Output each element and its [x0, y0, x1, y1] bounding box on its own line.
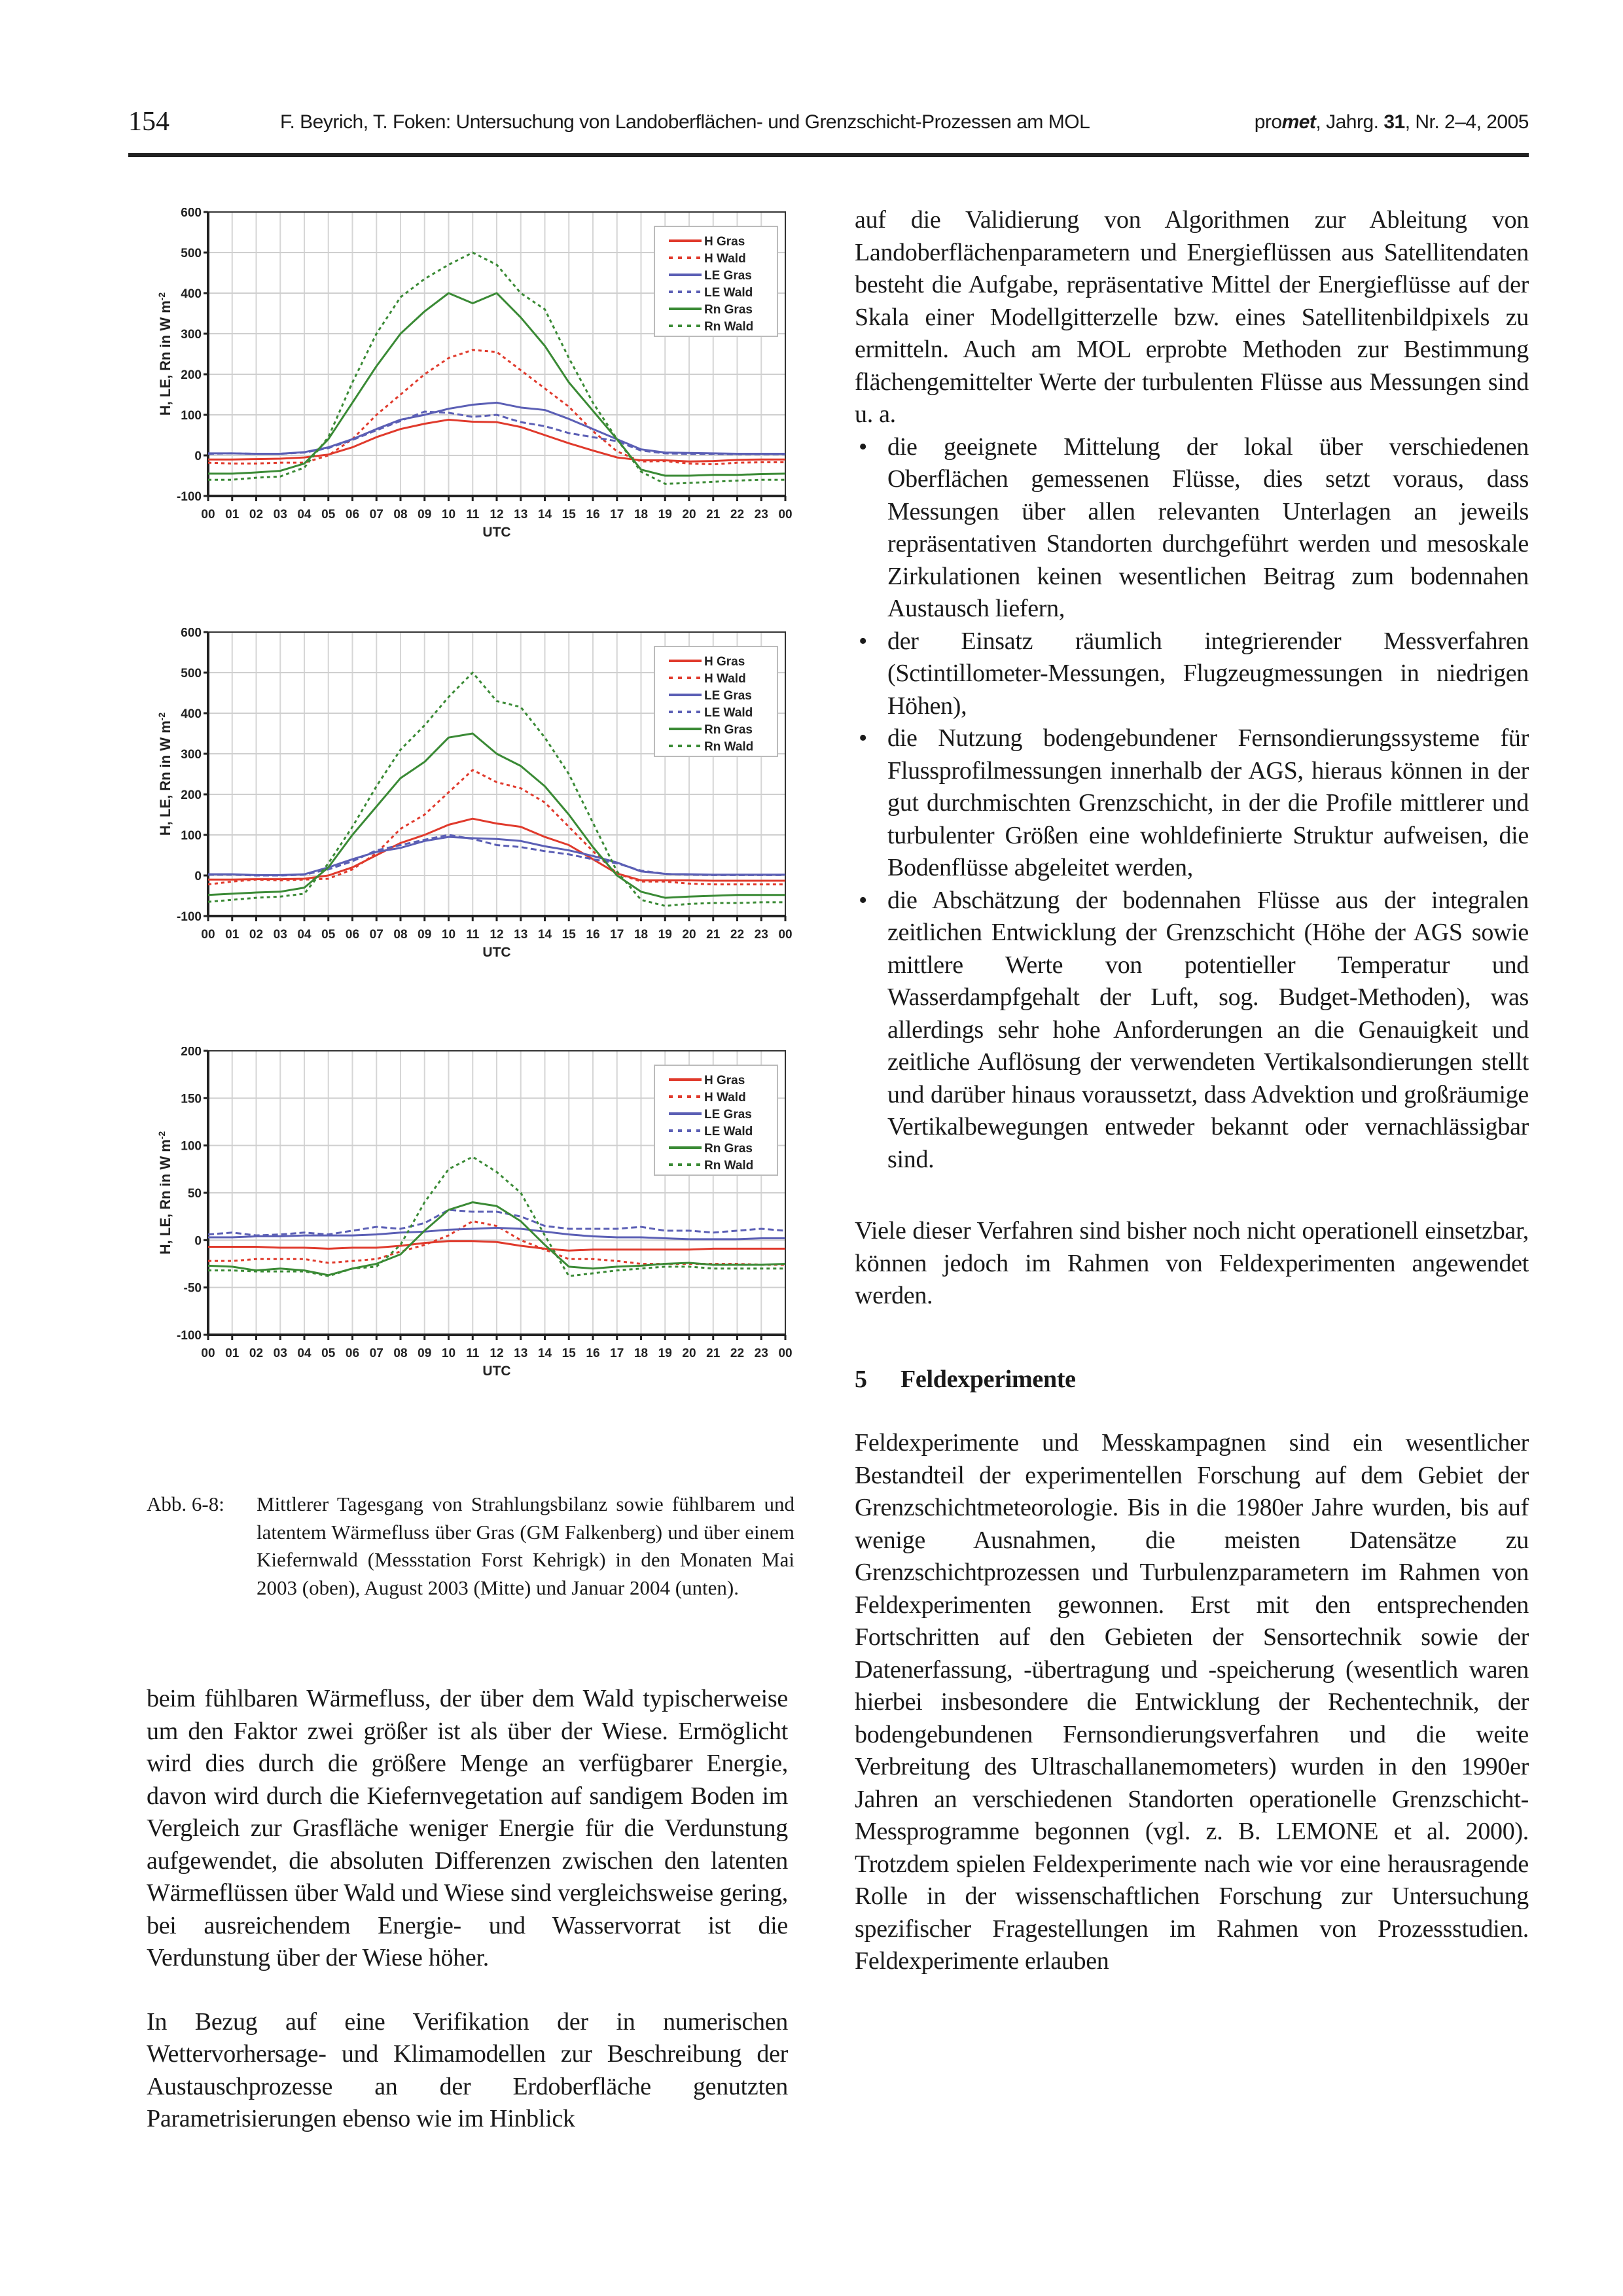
figure-label: Abb. 6-8:: [147, 1492, 224, 1515]
svg-text:16: 16: [586, 1347, 600, 1360]
figure-caption: [147, 1491, 794, 1602]
running-title: F. Beyrich, T. Foken: Untersuchung von Landoberflächen- und Grenzschicht-Prozessen am MOL: [280, 111, 1090, 133]
bullet-item: • die geeignete Mittelung der lokal über verschiedenen Oberflächen gemessenen Flüsse, dies setzt voraus, dass Messungen über allen relevanten Unterlagen an jeweils repräsentativen Standorten durchgeführt werden und mesoskale Zirkulationen keinen wesentlichen Beitrag zum bodennahen Austausch liefern,: [855, 431, 1529, 626]
svg-text:14: 14: [537, 928, 552, 942]
bullet-item: • die Abschätzung der bodennahen Flüsse aus der integralen zeitlichen Entwicklung der Grenzschicht (Höhe der AGS sowie mittlere Werte von potentieller Temperatur und Wasserdampfgehalt der Luft, sog. Budget-Methoden), was allerdings sehr hohe Anforderungen an die Genauigkeit und zeitliche Auflösung der verwendeten Vertikalsondierungen stellt und darüber hinaus voraussetzt, dass Advektion und großräumige Vertikalbewegungen entweder bekannt oder vernachlässigbar sind.: [855, 885, 1529, 1176]
svg-text:23: 23: [754, 928, 768, 942]
svg-text:11: 11: [466, 1347, 480, 1360]
svg-text:04: 04: [297, 1347, 312, 1360]
svg-text:10: 10: [441, 508, 456, 521]
svg-text:-100: -100: [176, 490, 202, 504]
svg-text:LE Gras: LE Gras: [704, 269, 752, 283]
svg-text:200: 200: [181, 788, 202, 802]
svg-text:21: 21: [706, 1347, 721, 1360]
svg-text:0: 0: [194, 870, 202, 883]
svg-text:16: 16: [586, 928, 600, 942]
svg-text:18: 18: [633, 1347, 649, 1360]
svg-text:17: 17: [610, 928, 624, 942]
svg-text:20: 20: [682, 1347, 696, 1360]
svg-text:200: 200: [181, 1047, 202, 1059]
chart-mai-2003: [151, 208, 798, 574]
svg-text:03: 03: [273, 1347, 287, 1360]
svg-text:00: 00: [778, 508, 793, 521]
svg-text:07: 07: [369, 1347, 383, 1360]
svg-text:H, LE, Rn in W m-2: H, LE, Rn in W $m^{-2}$: [156, 292, 173, 416]
svg-text:15: 15: [562, 928, 576, 942]
svg-text:150: 150: [181, 1092, 202, 1106]
svg-text:600: 600: [181, 208, 202, 220]
bullet-item: • der Einsatz räumlich integrierender Messverfahren (Sctintillometer-Messungen, Flugzeugmessungen in niedrigen Höhen),: [855, 626, 1529, 723]
header-rule: [128, 153, 1529, 157]
svg-text:22: 22: [730, 928, 745, 942]
page-number: 154: [128, 107, 169, 137]
svg-text:15: 15: [562, 508, 576, 521]
svg-text:05: 05: [321, 928, 336, 942]
svg-text:10: 10: [441, 928, 456, 942]
svg-text:LE Wald: LE Wald: [704, 286, 753, 300]
svg-text:19: 19: [658, 928, 672, 942]
svg-text:01: 01: [225, 1347, 240, 1360]
journal-issue: , Nr. 2–4, 2005: [1404, 111, 1529, 133]
svg-text:02: 02: [249, 508, 264, 521]
bullet-list: [855, 431, 1529, 1176]
svg-text:50: 50: [187, 1187, 202, 1201]
svg-text:08: 08: [393, 1347, 408, 1360]
svg-text:Rn Gras: Rn Gras: [704, 723, 753, 737]
svg-text:300: 300: [181, 748, 202, 762]
svg-text:06: 06: [345, 928, 360, 942]
svg-text:300: 300: [181, 328, 202, 342]
right-column: [855, 204, 1529, 1978]
page-header: [128, 98, 1529, 157]
svg-text:500: 500: [181, 247, 202, 260]
svg-text:21: 21: [706, 508, 721, 521]
svg-text:LE Gras: LE Gras: [704, 1108, 752, 1122]
svg-text:H Wald: H Wald: [704, 1091, 746, 1104]
svg-text:13: 13: [514, 928, 528, 942]
svg-text:00: 00: [201, 508, 215, 521]
svg-text:LE Gras: LE Gras: [704, 689, 752, 703]
svg-text:17: 17: [610, 1347, 624, 1360]
svg-text:18: 18: [633, 928, 649, 942]
svg-text:100: 100: [181, 1139, 202, 1154]
svg-text:Rn Wald: Rn Wald: [704, 740, 754, 754]
figure-caption-text: Mittlerer Tagesgang von Strahlungsbilanz sowie fühlbarem und latentem Wärmefluss über Gras (GM Falkenberg) und über einem Kiefernwald (Messstation Forst Kehrigk) in den Monaten Mai 2003 (oben), August 2003 (Mitte) und Januar 2004 (unten).: [257, 1492, 794, 1599]
svg-text:04: 04: [297, 928, 312, 942]
svg-text:500: 500: [181, 667, 202, 680]
svg-text:Rn Wald: Rn Wald: [704, 1159, 754, 1173]
svg-text:19: 19: [658, 1347, 672, 1360]
svg-text:12: 12: [490, 928, 504, 942]
svg-text:-100: -100: [176, 910, 202, 924]
svg-text:08: 08: [393, 508, 408, 521]
svg-text:00: 00: [201, 928, 215, 942]
svg-text:09: 09: [418, 928, 432, 942]
svg-text:H Gras: H Gras: [704, 235, 745, 249]
svg-text:11: 11: [466, 928, 480, 942]
svg-text:02: 02: [249, 1347, 264, 1360]
chart-svg: [151, 208, 798, 574]
svg-text:UTC: UTC: [482, 1364, 511, 1379]
chart-svg: [151, 1047, 798, 1413]
svg-text:02: 02: [249, 928, 264, 942]
journal-volume: 31: [1383, 111, 1405, 133]
svg-text:Rn Gras: Rn Gras: [704, 1142, 753, 1156]
svg-text:00: 00: [778, 928, 793, 942]
journal-italic: met: [1281, 111, 1316, 133]
svg-text:H, LE, Rn in W m-2: H, LE, Rn in W $m^{-2}$: [156, 1131, 173, 1255]
section-title: Feldexperimente: [901, 1365, 1076, 1393]
svg-text:05: 05: [321, 508, 336, 521]
svg-text:100: 100: [181, 829, 202, 843]
svg-text:03: 03: [273, 928, 287, 942]
bullet-item: • die Nutzung bodengebundener Fernsondierungssysteme für Flussprofilmessungen innerhalb der AGS, hieraus können in der gut durchmischten Grenzschicht, in der die Profile mittlerer und turbulenter Größen eine wohldefinierte Struktur aufweisen, die Bodenflüsse abgeleitet werden,: [855, 722, 1529, 885]
svg-text:04: 04: [297, 508, 312, 521]
svg-text:16: 16: [586, 508, 600, 521]
svg-text:0: 0: [194, 1234, 202, 1248]
svg-text:11: 11: [466, 508, 480, 521]
section-number: 5: [855, 1365, 867, 1393]
svg-text:03: 03: [273, 508, 287, 521]
svg-text:-100: -100: [176, 1329, 202, 1343]
svg-text:23: 23: [754, 1347, 768, 1360]
svg-text:10: 10: [441, 1347, 456, 1360]
svg-text:19: 19: [658, 508, 672, 521]
svg-text:20: 20: [682, 508, 696, 521]
journal-prefix: pro: [1254, 111, 1282, 133]
chart-svg: [151, 628, 798, 995]
svg-text:21: 21: [706, 928, 721, 942]
svg-text:08: 08: [393, 928, 408, 942]
svg-text:01: 01: [225, 508, 240, 521]
svg-text:Rn Wald: Rn Wald: [704, 320, 754, 334]
svg-text:100: 100: [181, 409, 202, 423]
chart-januar-2004: [151, 1047, 798, 1413]
svg-text:H Wald: H Wald: [704, 252, 746, 266]
chart-august-2003: [151, 628, 798, 995]
paragraph: auf die Validierung von Algorithmen zur Ableitung von Landoberflächenparametern und Energieflüssen aus Satellitendaten besteht die Aufgabe, repräsentative Mittel der Energieflüsse auf der Skala einer Modellgitterzelle bzw. eines Satellitenbildpixels zu ermitteln. Auch am MOL erprobte Methoden zur Bestimmung flächengemittelter Werte der turbulenten Flüsse aus Messungen sind u. a.: [855, 206, 1529, 428]
svg-text:UTC: UTC: [482, 525, 511, 540]
journal-rest: , Jahrg.: [1315, 111, 1384, 133]
svg-text:H Gras: H Gras: [704, 655, 745, 669]
svg-text:14: 14: [537, 508, 552, 521]
svg-text:UTC: UTC: [482, 945, 511, 960]
svg-text:LE Wald: LE Wald: [704, 1125, 753, 1139]
svg-text:06: 06: [345, 1347, 360, 1360]
svg-text:H Gras: H Gras: [704, 1074, 745, 1087]
svg-text:17: 17: [610, 508, 624, 521]
svg-text:12: 12: [490, 508, 504, 521]
svg-text:13: 13: [514, 1347, 528, 1360]
svg-text:Rn Gras: Rn Gras: [704, 303, 753, 317]
svg-text:200: 200: [181, 368, 202, 382]
svg-text:22: 22: [730, 1347, 745, 1360]
svg-text:H, LE, Rn in W m-2: H, LE, Rn in W $m^{-2}$: [156, 712, 173, 836]
svg-text:23: 23: [754, 508, 768, 521]
svg-text:09: 09: [418, 508, 432, 521]
left-column: [147, 1683, 788, 2136]
svg-text:05: 05: [321, 1347, 336, 1360]
svg-text:07: 07: [369, 928, 383, 942]
svg-text:20: 20: [682, 928, 696, 942]
paragraph: Feldexperimente und Messkampagnen sind ein wesentlicher Bestandteil der experimentellen Forschung auf dem Gebiet der Grenzschichtmeteorologie. Bis in die 1980er Jahre wurden, bis auf wenige Ausnahmen, die meisten Datensätze zu Grenzschichtprozessen und Turbulenzparametern im Rahmen von Feldexperimenten gewonnen. Erst mit den entsprechenden Fortschritten auf den Gebieten der Sensortechnik sowie der Datenerfassung, -übertragung und -speicherung (wesentlich waren hierbei insbesondere die Entwicklung der Rechentechnik, der bodengebundenen Fernsondierungsverfahren und die weite Verbreitung des Ultraschallanemometers) wurden in den 1990er Jahren an verschiedenen Standorten operationelle Grenzschicht-Messprogramme begonnen (vgl. z. B. LEMONE et al. 2000). Trotzdem spielen Feldexperimente nach wie vor eine herausragende Rolle in der wissenschaftlichen Forschung zur Untersuchung spezifischer Fragestellungen im Rahmen von Prozessstudien. Feldexperimente erlauben: [855, 1429, 1529, 1975]
section-heading: [855, 1364, 1529, 1396]
svg-text:400: 400: [181, 707, 202, 721]
svg-text:-50: -50: [183, 1281, 202, 1296]
paragraph: In Bezug auf eine Verifikation der in numerischen Wettervorhersage- und Klimamodellen zur Beschreibung der Austauschprozesse an der Erdoberfläche genutzten Parametrisierungen ebenso wie im Hinblick: [147, 2007, 788, 2132]
svg-text:15: 15: [562, 1347, 576, 1360]
svg-text:06: 06: [345, 508, 360, 521]
journal-reference: [1255, 111, 1529, 133]
svg-text:H Wald: H Wald: [704, 672, 746, 686]
svg-text:01: 01: [225, 928, 240, 942]
svg-text:22: 22: [730, 508, 745, 521]
svg-text:00: 00: [201, 1347, 215, 1360]
svg-text:00: 00: [778, 1347, 793, 1360]
svg-text:07: 07: [369, 508, 383, 521]
svg-text:400: 400: [181, 287, 202, 301]
paragraph: Viele dieser Verfahren sind bisher noch nicht operationell einsetzbar, können jedoch im Rahmen von Feldexperimenten angewendet werden.: [855, 1217, 1529, 1309]
svg-text:13: 13: [514, 508, 528, 521]
svg-text:0: 0: [194, 450, 202, 463]
svg-text:09: 09: [418, 1347, 432, 1360]
svg-text:18: 18: [633, 508, 649, 521]
svg-text:14: 14: [537, 1347, 552, 1360]
paragraph: beim fühlbaren Wärmefluss, der über dem Wald typischerweise um den Faktor zwei größer ist als über der Wiese. Ermöglicht wird dies durch die größere Menge an verfügbarer Energie, davon wird durch die Kiefernvegetation auf sandigem Boden im Vergleich zur Grasfläche weniger Energie für die Verdunstung aufgewendet, die absoluten Differenzen zwischen den latenten Wärmeflüssen über Wald und Wiese sind vergleichsweise gering, bei ausreichendem Energie- und Wasservorrat ist die Verdunstung über der Wiese höher.: [147, 1685, 788, 1971]
svg-text:12: 12: [490, 1347, 504, 1360]
svg-text:LE Wald: LE Wald: [704, 706, 753, 720]
svg-text:600: 600: [181, 628, 202, 640]
